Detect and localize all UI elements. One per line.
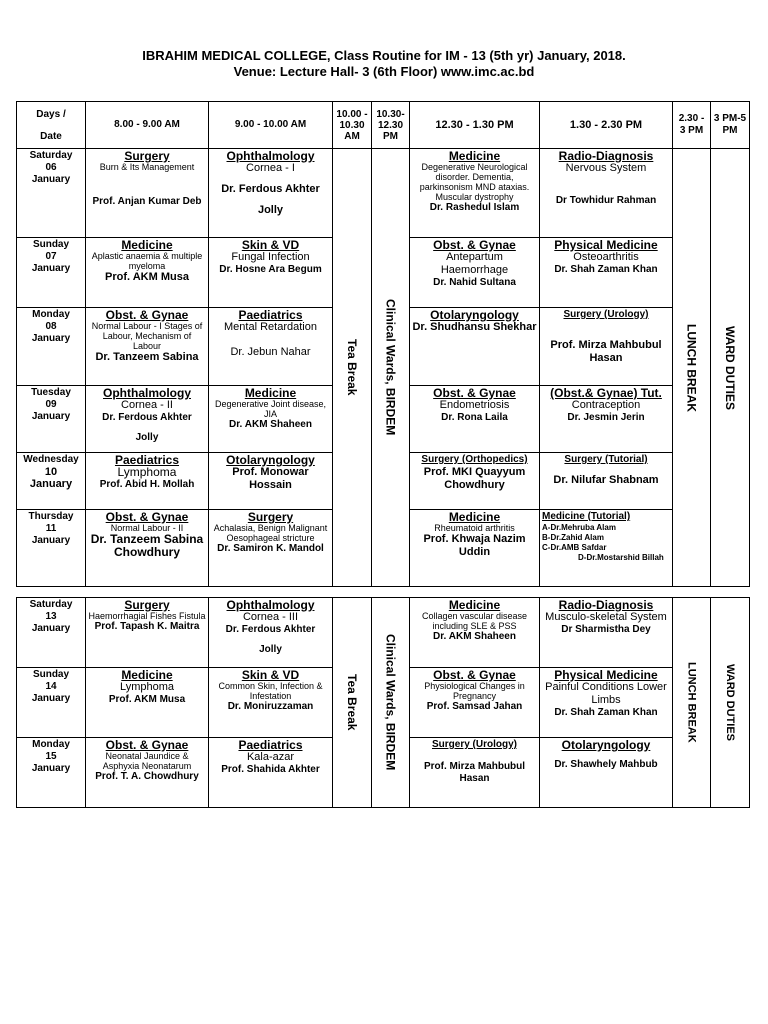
class-cell: Medicine Collagen vascular disease including SLE & PSS Dr. AKM Shaheen xyxy=(410,598,540,668)
clinical-wards-cell: Clinical Wards, BIRDEM xyxy=(372,149,410,587)
class-cell: Otolaryngology Dr. Shudhansu Shekhar xyxy=(410,308,540,386)
routine-table-week2 xyxy=(16,597,750,808)
day-cell: Wednesday 10 January xyxy=(17,453,86,510)
col-9-10: 9.00 - 10.00 AM xyxy=(209,102,333,149)
class-cell: Otolaryngology Prof. Monowar Hossain xyxy=(209,453,333,510)
class-cell: Medicine Rheumatoid arthritis Prof. Khwaja Nazim Uddin xyxy=(410,510,540,587)
day-cell: Thursday 11 January xyxy=(17,510,86,587)
day-cell: Saturday 13 January xyxy=(17,598,86,668)
clinical-wards-cell: Clinical Wards, BIRDEM xyxy=(372,598,410,808)
col-3-5: 3 PM-5 PM xyxy=(711,102,750,149)
col-days-date: Days / Date xyxy=(17,102,86,149)
routine-table-week1 xyxy=(16,101,750,587)
class-cell: Physical Medicine Osteoarthritis Dr. Shah Zaman Khan xyxy=(540,238,673,308)
class-cell: Paediatrics Lymphoma Prof. Abid H. Mollah xyxy=(86,453,209,510)
page-header xyxy=(0,48,768,80)
class-cell: Paediatrics Mental Retardation Dr. Jebun Nahar xyxy=(209,308,333,386)
class-cell: Obst. & Gynae Normal Labour - II Dr. Tanzeem Sabina Chowdhury xyxy=(86,510,209,587)
class-cell: Obst. & Gynae Physiological Changes in Pregnancy Prof. Samsad Jahan xyxy=(410,668,540,738)
class-cell: Surgery (Urology) Prof. Mirza Mahbubul Hasan xyxy=(540,308,673,386)
col-8-9: 8.00 - 9.00 AM xyxy=(86,102,209,149)
class-cell: Ophthalmology Cornea - II Dr. Ferdous Akhter Jolly xyxy=(86,386,209,453)
class-cell: Surgery (Orthopedics) Prof. MKI Quayyum Chowdhury xyxy=(410,453,540,510)
class-cell: Surgery Haemorrhagial Fishes Fistula Prof. Tapash K. Maitra xyxy=(86,598,209,668)
class-cell: Medicine Degenerative Joint disease, JIA Dr. AKM Shaheen xyxy=(209,386,333,453)
header-venue: Venue: Lecture Hall- 3 (6th Floor) www.imc.ac.bd xyxy=(233,64,535,79)
col-1030-1230: 10.30-12.30 PM xyxy=(372,102,410,149)
class-cell: (Obst.& Gynae) Tut. Contraception Dr. Jesmin Jerin xyxy=(540,386,673,453)
class-cell: Surgery Achalasia, Benign Malignant Oesophageal stricture Dr. Samiron K. Mandol xyxy=(209,510,333,587)
col-230-3: 2.30 - 3 PM xyxy=(673,102,711,149)
class-cell: Radio-Diagnosis Nervous System Dr Towhidur Rahman xyxy=(540,149,673,238)
class-cell: Radio-Diagnosis Musculo-skeletal System Dr Sharmistha Dey xyxy=(540,598,673,668)
day-cell: Sunday 14 January xyxy=(17,668,86,738)
header-title: IBRAHIM MEDICAL COLLEGE, Class Routine for IM - 13 (5th yr) January, 2018. xyxy=(142,48,626,63)
col-130-230: 1.30 - 2.30 PM xyxy=(540,102,673,149)
class-cell: Physical Medicine Painful Conditions Lower Limbs Dr. Shah Zaman Khan xyxy=(540,668,673,738)
class-cell: Skin & VD Common Skin, Infection & Infestation Dr. Moniruzzaman xyxy=(209,668,333,738)
class-cell: Skin & VD Fungal Infection Dr. Hosne Ara Begum xyxy=(209,238,333,308)
day-cell: Saturday 06 January xyxy=(17,149,86,238)
lunch-break-cell: LUNCH BREAK xyxy=(673,149,711,587)
class-cell: Medicine (Tutorial) A-Dr.Mehruba Alam B-Dr.Zahid Alam C-Dr.AMB Safdar D-Dr.Mostarshid Billah xyxy=(540,510,673,587)
col-1230-130: 12.30 - 1.30 PM xyxy=(410,102,540,149)
table-row xyxy=(17,598,750,668)
ward-duties-cell: WARD DUTIES xyxy=(711,149,750,587)
class-cell: Obst. & Gynae Normal Labour - I Stages of Labour, Mechanism of Labour Dr. Tanzeem Sabina xyxy=(86,308,209,386)
tea-break-cell: Tea Break xyxy=(333,598,372,808)
class-cell: Surgery (Urology) Prof. Mirza Mahbubul Hasan xyxy=(410,738,540,808)
day-cell: Tuesday 09 January xyxy=(17,386,86,453)
lunch-break-cell: LUNCH BREAK xyxy=(673,598,711,808)
table-row xyxy=(17,149,750,238)
day-cell: Monday 08 January xyxy=(17,308,86,386)
tea-break-cell: Tea Break xyxy=(333,149,372,587)
class-cell: Medicine Degenerative Neurological disorder. Dementia, parkinsonism MND ataxias. Muscular dystrophy Dr. Rashedul Islam xyxy=(410,149,540,238)
day-cell: Sunday 07 January xyxy=(17,238,86,308)
class-cell: Paediatrics Kala-azar Prof. Shahida Akhter xyxy=(209,738,333,808)
class-cell: Medicine Lymphoma Prof. AKM Musa xyxy=(86,668,209,738)
col-10-1030: 10.00 - 10.30 AM xyxy=(333,102,372,149)
ward-duties-cell: WARD DUTIES xyxy=(711,598,750,808)
class-cell: Ophthalmology Cornea - III Dr. Ferdous Akhter Jolly xyxy=(209,598,333,668)
class-cell: Ophthalmology Cornea - I Dr. Ferdous Akhter Jolly xyxy=(209,149,333,238)
class-cell: Obst. & Gynae Antepartum Haemorrhage Dr. Nahid Sultana xyxy=(410,238,540,308)
class-cell: Obst. & Gynae Endometriosis Dr. Rona Laila xyxy=(410,386,540,453)
class-cell: Medicine Aplastic anaemia & multiple myeloma Prof. AKM Musa xyxy=(86,238,209,308)
class-cell: Obst. & Gynae Neonatal Jaundice & Asphyxia Neonatarum Prof. T. A. Chowdhury xyxy=(86,738,209,808)
class-cell: Otolaryngology Dr. Shawhely Mahbub xyxy=(540,738,673,808)
class-cell: Surgery Burn & Its Management Prof. Anjan Kumar Deb xyxy=(86,149,209,238)
header-row xyxy=(17,102,750,149)
day-cell: Monday 15 January xyxy=(17,738,86,808)
class-cell: Surgery (Tutorial) Dr. Nilufar Shabnam xyxy=(540,453,673,510)
